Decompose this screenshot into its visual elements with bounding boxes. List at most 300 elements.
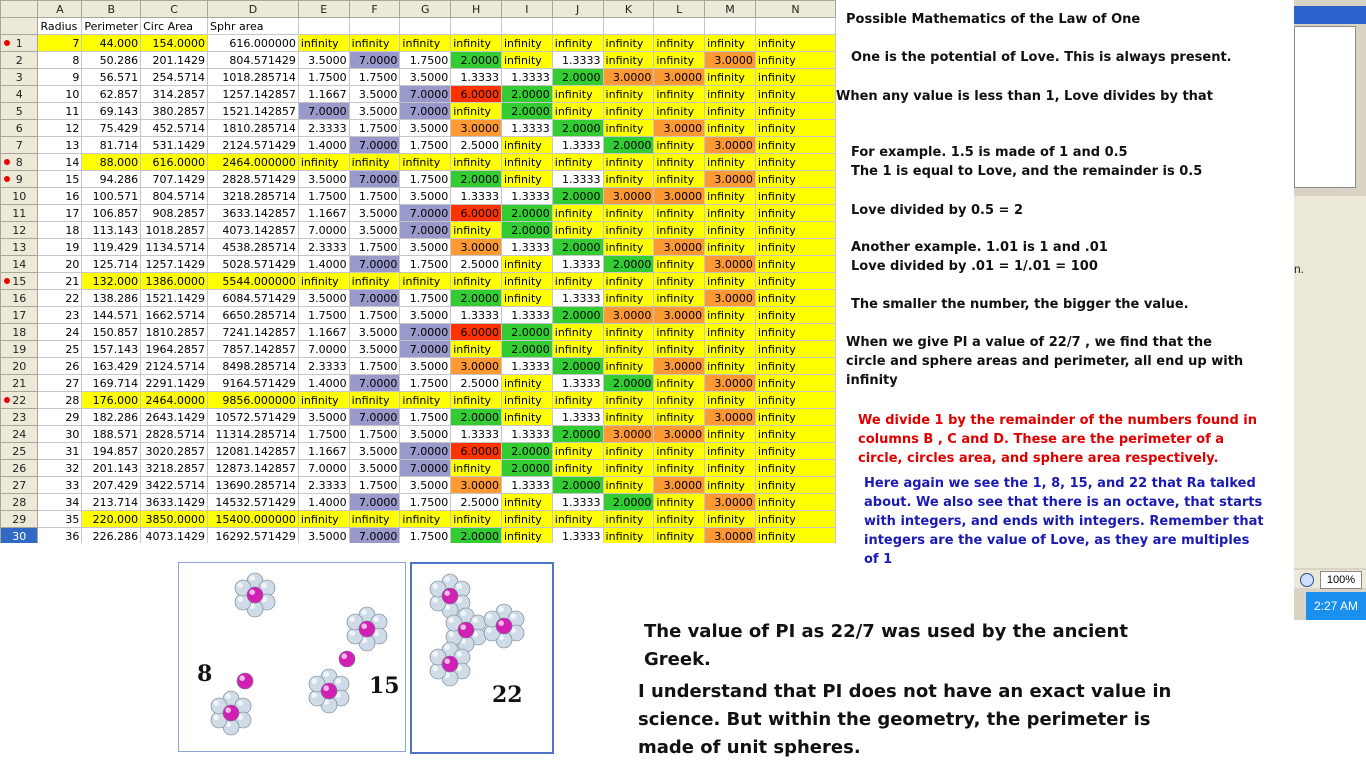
cell-h[interactable]: 3.0000 [451,239,502,256]
cell-l[interactable]: 3.0000 [654,120,705,137]
cell-l[interactable]: 3.0000 [654,69,705,86]
cell-g[interactable]: 1.7500 [400,528,451,544]
cell-e[interactable]: 7.0000 [298,103,349,120]
cell-k[interactable]: 2.0000 [603,494,654,511]
cell-m[interactable]: infinity [705,239,756,256]
cell-n[interactable]: infinity [755,205,835,222]
row-header[interactable] [1,392,38,409]
cell-m[interactable]: infinity [705,511,756,528]
cell-c[interactable]: 2464.0000 [141,392,208,409]
cell-c[interactable]: 1810.2857 [141,324,208,341]
cell-c[interactable]: 908.2857 [141,205,208,222]
cell-k[interactable]: infinity [603,409,654,426]
cell-e[interactable]: 3.5000 [298,171,349,188]
cell-b[interactable]: 69.143 [82,103,141,120]
cell-l[interactable]: infinity [654,494,705,511]
cell-a[interactable]: 12 [38,120,82,137]
cell-n[interactable]: infinity [755,528,835,544]
column-header-h[interactable]: H [451,1,502,18]
row-header[interactable] [1,307,38,324]
cell-l[interactable]: infinity [654,103,705,120]
cell-h[interactable]: 2.5000 [451,494,502,511]
cell-b[interactable]: 176.000 [82,392,141,409]
row-header[interactable] [1,188,38,205]
cell-k[interactable]: infinity [603,86,654,103]
row-header[interactable] [1,290,38,307]
cell-c[interactable]: 804.5714 [141,188,208,205]
cell-g[interactable]: 1.7500 [400,256,451,273]
cell-f[interactable]: 1.7500 [349,358,400,375]
cell-m[interactable]: infinity [705,188,756,205]
cell-b[interactable]: 50.286 [82,52,141,69]
cell-e[interactable]: 3.5000 [298,52,349,69]
cell-b[interactable]: 94.286 [82,171,141,188]
cell-j[interactable]: infinity [552,443,603,460]
cell-f[interactable]: infinity [349,154,400,171]
row-header[interactable] [1,341,38,358]
cell-g[interactable]: 7.0000 [400,341,451,358]
cell-n[interactable]: infinity [755,52,835,69]
cell-e[interactable]: 1.1667 [298,86,349,103]
cell-a[interactable]: 14 [38,154,82,171]
cell-a[interactable]: 20 [38,256,82,273]
cell-a[interactable]: 21 [38,273,82,290]
cell-h[interactable]: infinity [451,222,502,239]
cell-g[interactable]: 7.0000 [400,103,451,120]
cell-c[interactable]: 1964.2857 [141,341,208,358]
cell-e[interactable]: 7.0000 [298,460,349,477]
cell-g[interactable]: 1.7500 [400,52,451,69]
cell-n[interactable]: infinity [755,86,835,103]
cell-g[interactable]: 7.0000 [400,205,451,222]
header-cell[interactable]: Radius [38,18,82,35]
header-cell[interactable] [349,18,400,35]
cell-d[interactable]: 1810.285714 [208,120,299,137]
cell-e[interactable]: 2.3333 [298,477,349,494]
cell-i[interactable]: 1.3333 [501,69,552,86]
cell-d[interactable]: 5544.000000 [208,273,299,290]
cell-d[interactable]: 804.571429 [208,52,299,69]
row-header[interactable] [1,511,38,528]
cell-b[interactable]: 207.429 [82,477,141,494]
zoom-icon[interactable] [1300,573,1314,587]
cell-k[interactable]: 2.0000 [603,137,654,154]
cell-j[interactable]: 1.3333 [552,528,603,544]
cell-h[interactable]: 1.3333 [451,69,502,86]
cell-j[interactable]: 2.0000 [552,69,603,86]
cell-c[interactable]: 1018.2857 [141,222,208,239]
cell-f[interactable]: 1.7500 [349,477,400,494]
cell-j[interactable]: infinity [552,341,603,358]
cell-a[interactable]: 36 [38,528,82,544]
cell-d[interactable]: 10572.571429 [208,409,299,426]
cell-a[interactable]: 24 [38,324,82,341]
cell-j[interactable]: 2.0000 [552,426,603,443]
cell-e[interactable]: 1.7500 [298,69,349,86]
cell-e[interactable]: 1.7500 [298,307,349,324]
cell-e[interactable]: 1.1667 [298,443,349,460]
cell-a[interactable]: 16 [38,188,82,205]
cell-h[interactable]: infinity [451,392,502,409]
cell-i[interactable]: 2.0000 [501,86,552,103]
cell-k[interactable]: infinity [603,52,654,69]
cell-l[interactable]: infinity [654,409,705,426]
cell-j[interactable]: infinity [552,154,603,171]
cell-k[interactable]: infinity [603,528,654,544]
cell-d[interactable]: 6650.285714 [208,307,299,324]
cell-l[interactable]: infinity [654,222,705,239]
cell-h[interactable]: infinity [451,35,502,52]
cell-n[interactable]: infinity [755,324,835,341]
cell-l[interactable]: 3.0000 [654,477,705,494]
window-title-bar[interactable] [1294,6,1366,24]
row-header[interactable] [1,103,38,120]
cell-d[interactable]: 5028.571429 [208,256,299,273]
cell-m[interactable]: 3.0000 [705,528,756,544]
cell-m[interactable]: infinity [705,358,756,375]
cell-c[interactable]: 1386.0000 [141,273,208,290]
cell-g[interactable]: 3.5000 [400,307,451,324]
cell-j[interactable]: 1.3333 [552,375,603,392]
cell-f[interactable]: 7.0000 [349,137,400,154]
cell-n[interactable]: infinity [755,443,835,460]
cell-a[interactable]: 7 [38,35,82,52]
row-header[interactable] [1,18,38,35]
cell-e[interactable]: 7.0000 [298,341,349,358]
cell-d[interactable]: 11314.285714 [208,426,299,443]
cell-b[interactable]: 144.571 [82,307,141,324]
cell-n[interactable]: infinity [755,392,835,409]
cell-i[interactable]: 2.0000 [501,324,552,341]
cell-a[interactable]: 30 [38,426,82,443]
cell-l[interactable]: infinity [654,392,705,409]
cell-h[interactable]: infinity [451,103,502,120]
cell-g[interactable]: infinity [400,154,451,171]
cell-b[interactable]: 119.429 [82,239,141,256]
header-cell[interactable] [603,18,654,35]
cell-h[interactable]: 2.0000 [451,290,502,307]
column-header-i[interactable]: I [501,1,552,18]
row-header[interactable] [1,358,38,375]
cell-c[interactable]: 1662.5714 [141,307,208,324]
row-header[interactable] [1,460,38,477]
cell-g[interactable]: infinity [400,511,451,528]
cell-j[interactable]: 2.0000 [552,477,603,494]
cell-c[interactable]: 2124.5714 [141,358,208,375]
cell-m[interactable]: infinity [705,35,756,52]
cell-i[interactable]: 2.0000 [501,103,552,120]
cell-b[interactable]: 62.857 [82,86,141,103]
cell-l[interactable]: infinity [654,290,705,307]
cell-i[interactable]: infinity [501,273,552,290]
cell-j[interactable]: infinity [552,35,603,52]
cell-c[interactable]: 1257.1429 [141,256,208,273]
cell-m[interactable]: 3.0000 [705,494,756,511]
cell-e[interactable]: 1.7500 [298,188,349,205]
cell-c[interactable]: 3020.2857 [141,443,208,460]
row-header[interactable] [1,375,38,392]
cell-i[interactable]: infinity [501,511,552,528]
cell-n[interactable]: infinity [755,409,835,426]
header-cell[interactable] [705,18,756,35]
cell-i[interactable]: infinity [501,375,552,392]
cell-m[interactable]: infinity [705,477,756,494]
cell-f[interactable]: 7.0000 [349,409,400,426]
cell-j[interactable]: 1.3333 [552,137,603,154]
cell-k[interactable]: infinity [603,273,654,290]
cell-n[interactable]: infinity [755,460,835,477]
cell-n[interactable]: infinity [755,35,835,52]
cell-d[interactable]: 8498.285714 [208,358,299,375]
cell-g[interactable]: infinity [400,392,451,409]
cell-k[interactable]: infinity [603,392,654,409]
cell-c[interactable]: 616.0000 [141,154,208,171]
row-header[interactable] [1,154,38,171]
cell-a[interactable]: 19 [38,239,82,256]
cell-e[interactable]: 2.3333 [298,239,349,256]
zoom-level[interactable]: 100% [1320,571,1362,589]
cell-n[interactable]: infinity [755,103,835,120]
cell-m[interactable]: infinity [705,120,756,137]
cell-k[interactable]: 3.0000 [603,426,654,443]
cell-l[interactable]: infinity [654,273,705,290]
cell-f[interactable]: 7.0000 [349,494,400,511]
column-header-l[interactable]: L [654,1,705,18]
cell-a[interactable]: 13 [38,137,82,154]
cell-b[interactable]: 81.714 [82,137,141,154]
cell-d[interactable]: 16292.571429 [208,528,299,544]
cell-i[interactable]: 1.3333 [501,188,552,205]
cell-b[interactable]: 100.571 [82,188,141,205]
cell-c[interactable]: 314.2857 [141,86,208,103]
cell-a[interactable]: 26 [38,358,82,375]
cell-m[interactable]: infinity [705,154,756,171]
cell-g[interactable]: 7.0000 [400,324,451,341]
cell-l[interactable]: infinity [654,154,705,171]
select-all-corner[interactable] [1,1,38,18]
cell-k[interactable]: infinity [603,222,654,239]
cell-f[interactable]: 3.5000 [349,103,400,120]
cell-c[interactable]: 2291.1429 [141,375,208,392]
cell-m[interactable]: infinity [705,443,756,460]
cell-j[interactable]: infinity [552,103,603,120]
cell-h[interactable]: 3.0000 [451,120,502,137]
cell-h[interactable]: infinity [451,154,502,171]
cell-b[interactable]: 106.857 [82,205,141,222]
cell-h[interactable]: 6.0000 [451,205,502,222]
cell-i[interactable]: infinity [501,52,552,69]
cell-e[interactable]: 7.0000 [298,222,349,239]
cell-g[interactable]: 1.7500 [400,137,451,154]
cell-a[interactable]: 11 [38,103,82,120]
cell-n[interactable]: infinity [755,307,835,324]
cell-f[interactable]: 7.0000 [349,528,400,544]
cell-j[interactable]: infinity [552,324,603,341]
cell-e[interactable]: 2.3333 [298,120,349,137]
cell-d[interactable]: 14532.571429 [208,494,299,511]
cell-h[interactable]: 2.0000 [451,409,502,426]
column-header-g[interactable]: G [400,1,451,18]
cell-d[interactable]: 616.000000 [208,35,299,52]
cell-e[interactable]: infinity [298,154,349,171]
header-cell[interactable] [298,18,349,35]
cell-b[interactable]: 150.857 [82,324,141,341]
cell-l[interactable]: infinity [654,324,705,341]
cell-g[interactable]: 1.7500 [400,375,451,392]
row-header[interactable] [1,528,38,544]
cell-i[interactable]: infinity [501,494,552,511]
cell-b[interactable]: 220.000 [82,511,141,528]
cell-i[interactable]: 1.3333 [501,120,552,137]
cell-m[interactable]: 3.0000 [705,171,756,188]
cell-h[interactable]: 2.0000 [451,52,502,69]
cell-l[interactable]: infinity [654,86,705,103]
row-header[interactable] [1,52,38,69]
row-header[interactable] [1,171,38,188]
cell-j[interactable]: 1.3333 [552,256,603,273]
cell-b[interactable]: 125.714 [82,256,141,273]
cell-i[interactable]: infinity [501,154,552,171]
cell-b[interactable]: 157.143 [82,341,141,358]
cell-d[interactable]: 9856.000000 [208,392,299,409]
cell-g[interactable]: infinity [400,35,451,52]
cell-m[interactable]: 3.0000 [705,290,756,307]
column-header-j[interactable]: J [552,1,603,18]
cell-i[interactable]: infinity [501,528,552,544]
taskbar-clock[interactable]: 2:27 AM [1306,592,1366,620]
header-cell[interactable]: Sphr area [208,18,299,35]
cell-f[interactable]: 3.5000 [349,460,400,477]
cell-a[interactable]: 18 [38,222,82,239]
cell-a[interactable]: 32 [38,460,82,477]
cell-c[interactable]: 254.5714 [141,69,208,86]
cell-k[interactable]: infinity [603,120,654,137]
cell-h[interactable]: infinity [451,273,502,290]
cell-n[interactable]: infinity [755,69,835,86]
cell-e[interactable]: 1.7500 [298,426,349,443]
cell-e[interactable]: infinity [298,273,349,290]
cell-k[interactable]: infinity [603,205,654,222]
cell-e[interactable]: 1.4000 [298,256,349,273]
cell-i[interactable]: 1.3333 [501,307,552,324]
cell-f[interactable]: 1.7500 [349,307,400,324]
cell-j[interactable]: infinity [552,511,603,528]
row-header[interactable] [1,324,38,341]
cell-k[interactable]: infinity [603,324,654,341]
cell-l[interactable]: infinity [654,528,705,544]
cell-g[interactable]: infinity [400,273,451,290]
header-cell[interactable] [552,18,603,35]
cell-h[interactable]: 2.0000 [451,171,502,188]
cell-h[interactable]: 2.5000 [451,375,502,392]
cell-j[interactable]: 2.0000 [552,358,603,375]
cell-n[interactable]: infinity [755,120,835,137]
cell-d[interactable]: 3218.285714 [208,188,299,205]
cell-k[interactable]: infinity [603,443,654,460]
header-cell[interactable] [654,18,705,35]
cell-g[interactable]: 7.0000 [400,460,451,477]
cell-n[interactable]: infinity [755,290,835,307]
cell-d[interactable]: 6084.571429 [208,290,299,307]
cell-c[interactable]: 201.1429 [141,52,208,69]
cell-j[interactable]: 1.3333 [552,171,603,188]
cell-h[interactable]: 1.3333 [451,307,502,324]
cell-h[interactable]: 6.0000 [451,324,502,341]
cell-c[interactable]: 1134.5714 [141,239,208,256]
cell-c[interactable]: 3850.0000 [141,511,208,528]
cell-b[interactable]: 44.000 [82,35,141,52]
cell-k[interactable]: 3.0000 [603,69,654,86]
cell-m[interactable]: 3.0000 [705,375,756,392]
cell-a[interactable]: 33 [38,477,82,494]
cell-i[interactable]: infinity [501,290,552,307]
cell-a[interactable]: 27 [38,375,82,392]
row-header[interactable] [1,426,38,443]
cell-h[interactable]: 1.3333 [451,188,502,205]
cell-a[interactable]: 31 [38,443,82,460]
cell-a[interactable]: 25 [38,341,82,358]
cell-d[interactable]: 12873.142857 [208,460,299,477]
cell-b[interactable]: 226.286 [82,528,141,544]
cell-b[interactable]: 182.286 [82,409,141,426]
row-header[interactable] [1,35,38,52]
cell-i[interactable]: infinity [501,35,552,52]
cell-j[interactable]: 2.0000 [552,120,603,137]
cell-j[interactable]: infinity [552,86,603,103]
cell-l[interactable]: infinity [654,443,705,460]
cell-n[interactable]: infinity [755,426,835,443]
cell-d[interactable]: 3633.142857 [208,205,299,222]
cell-a[interactable]: 34 [38,494,82,511]
cell-n[interactable]: infinity [755,256,835,273]
cell-d[interactable]: 7241.142857 [208,324,299,341]
cell-c[interactable]: 3218.2857 [141,460,208,477]
cell-m[interactable]: 3.0000 [705,52,756,69]
cell-n[interactable]: infinity [755,358,835,375]
cell-g[interactable]: 3.5000 [400,358,451,375]
cell-d[interactable]: 1018.285714 [208,69,299,86]
cell-f[interactable]: infinity [349,392,400,409]
cell-l[interactable]: infinity [654,205,705,222]
cell-a[interactable]: 17 [38,205,82,222]
cell-f[interactable]: infinity [349,35,400,52]
cell-h[interactable]: 2.5000 [451,256,502,273]
cell-k[interactable]: infinity [603,358,654,375]
cell-a[interactable]: 22 [38,290,82,307]
cell-k[interactable]: infinity [603,35,654,52]
cell-f[interactable]: 7.0000 [349,171,400,188]
cell-h[interactable]: 6.0000 [451,86,502,103]
cell-l[interactable]: infinity [654,137,705,154]
cell-d[interactable]: 13690.285714 [208,477,299,494]
cell-b[interactable]: 169.714 [82,375,141,392]
cell-m[interactable]: infinity [705,273,756,290]
cell-m[interactable]: infinity [705,460,756,477]
cell-l[interactable]: 3.0000 [654,426,705,443]
cell-h[interactable]: 3.0000 [451,358,502,375]
cell-k[interactable]: infinity [603,171,654,188]
cell-e[interactable]: 1.4000 [298,375,349,392]
cell-h[interactable]: infinity [451,511,502,528]
cell-m[interactable]: infinity [705,426,756,443]
cell-h[interactable]: infinity [451,460,502,477]
cell-i[interactable]: 2.0000 [501,341,552,358]
cell-c[interactable]: 154.0000 [141,35,208,52]
cell-j[interactable]: 2.0000 [552,239,603,256]
cell-d[interactable]: 1257.142857 [208,86,299,103]
cell-j[interactable]: infinity [552,205,603,222]
cell-d[interactable]: 4073.142857 [208,222,299,239]
